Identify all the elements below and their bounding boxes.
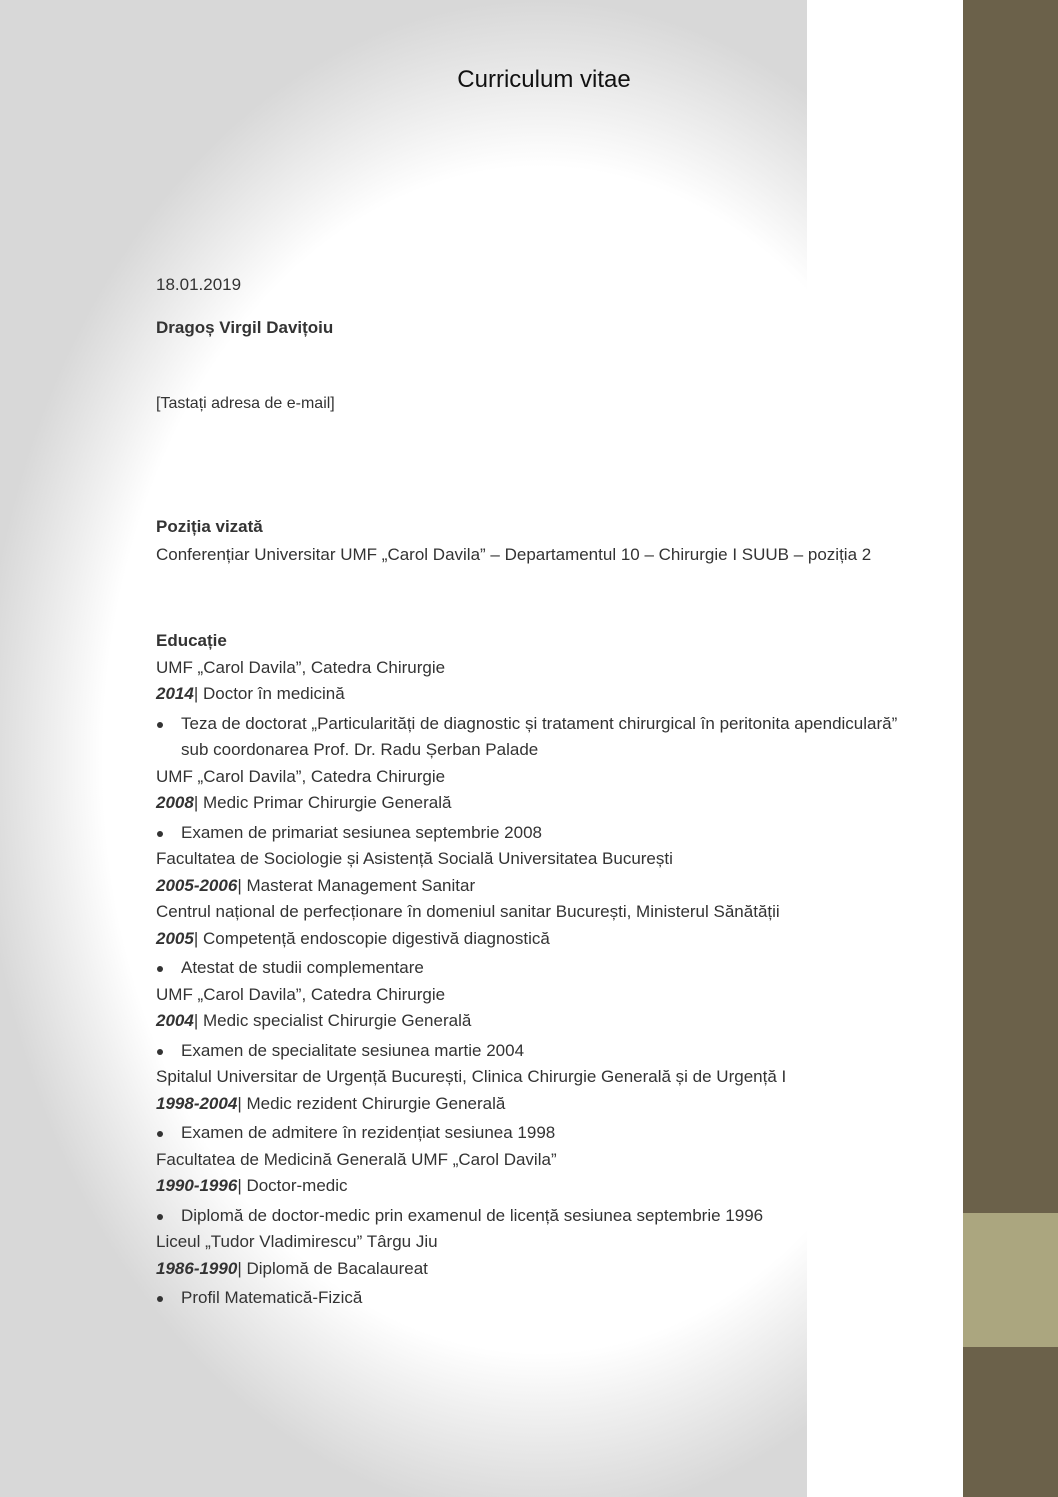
year: 2014	[156, 684, 194, 703]
separator: |	[237, 875, 247, 895]
institution: Spitalul Universitar de Urgență București, Clinica Chirurgie Generală și de Urgență I	[156, 1067, 787, 1086]
degree-line	[156, 926, 901, 953]
degree-line	[156, 1008, 901, 1035]
education-section	[156, 628, 901, 1312]
education-list	[156, 655, 901, 1312]
year: 1998-2004	[156, 1093, 238, 1113]
education-entry	[156, 1064, 901, 1147]
education-entry	[156, 655, 901, 764]
institution: Facultatea de Sociologie și Asistență Socială Universitatea București	[156, 849, 673, 868]
institution: UMF „Carol Davila”, Catedra Chirurgie	[156, 657, 446, 677]
degree-title: Diplomă de Bacalaureat	[246, 1258, 428, 1278]
year: 1990-1996	[156, 1176, 238, 1195]
separator: |	[237, 1258, 247, 1278]
separator: |	[193, 1011, 203, 1030]
year: 2005-2006	[156, 875, 238, 895]
position-section	[156, 513, 901, 569]
institution: Centrul național de perfecționare în domeniul sanitar București, Ministerul Sănătății	[156, 902, 780, 921]
separator: |	[237, 1093, 247, 1113]
separator: |	[193, 928, 203, 948]
bullet-item: Profil Matematică-Fizică	[156, 1285, 901, 1312]
bullet-item: Teza de doctorat „Particularități de diagnostic și tratament chirurgical în peritonita apendiculară” sub coordonarea Prof. Dr. Radu Șerban Palade	[156, 711, 901, 764]
person-name: Dragoș Virgil Davițoiu	[156, 318, 334, 337]
education-entry	[156, 764, 901, 847]
institution: UMF „Carol Davila”, Catedra Chirurgie	[156, 984, 446, 1004]
bullet-item: Examen de specialitate sesiunea martie 2004	[156, 1038, 901, 1065]
education-entry	[156, 1147, 901, 1230]
bullet-item: Examen de admitere în rezidențiat sesiunea 1998	[156, 1120, 901, 1147]
year: 1986-1990	[156, 1258, 238, 1278]
degree-line	[156, 1173, 901, 1200]
degree-line	[156, 790, 901, 817]
degree-title: Medic specialist Chirurgie Generală	[202, 1011, 472, 1030]
degree-line	[156, 1091, 901, 1118]
education-heading: Educație	[156, 631, 227, 650]
separator: |	[193, 793, 203, 812]
institution: Liceul „Tudor Vladimirescu” Târgu Jiu	[156, 1232, 438, 1251]
separator: |	[193, 684, 203, 703]
position-heading: Poziția vizată	[156, 517, 263, 536]
email-placeholder[interactable]: [Tastați adresa de e-mail]	[156, 395, 335, 412]
side-decor-accent	[963, 1213, 1058, 1347]
year: 2004	[156, 1011, 194, 1030]
institution: Facultatea de Medicină Generală UMF „Carol Davila”	[156, 1149, 557, 1169]
year: 2008	[156, 793, 194, 812]
bullet-item: Atestat de studii complementare	[156, 955, 901, 982]
degree-title: Medic rezident Chirurgie Generală	[246, 1093, 506, 1113]
bullet-item: Examen de primariat sesiunea septembrie 2008	[156, 820, 901, 847]
degree-title: Doctor în medicină	[202, 684, 345, 703]
document-title: Curriculum vitae	[457, 66, 631, 93]
degree-title: Masterat Management Sanitar	[246, 875, 476, 895]
education-entry	[156, 899, 901, 982]
degree-line	[156, 873, 901, 900]
institution: UMF „Carol Davila”, Catedra Chirurgie	[156, 766, 446, 786]
education-entry	[156, 982, 901, 1065]
degree-line	[156, 1256, 901, 1283]
year: 2005	[156, 928, 194, 948]
degree-title: Doctor-medic	[246, 1176, 348, 1195]
degree-title: Medic Primar Chirurgie Generală	[202, 793, 452, 812]
date: 18.01.2019	[156, 275, 242, 294]
education-entry	[156, 1229, 901, 1312]
position-text: Conferențiar Universitar UMF „Carol Davila” – Departamentul 10 – Chirurgie I SUUB – poziția 2	[156, 545, 872, 564]
degree-line	[156, 681, 901, 708]
bullet-item: Diplomă de doctor-medic prin examenul de licență sesiunea septembrie 1996	[156, 1203, 901, 1230]
degree-title: Competență endoscopie digestivă diagnostică	[202, 928, 550, 948]
education-entry	[156, 846, 901, 899]
separator: |	[237, 1176, 247, 1195]
